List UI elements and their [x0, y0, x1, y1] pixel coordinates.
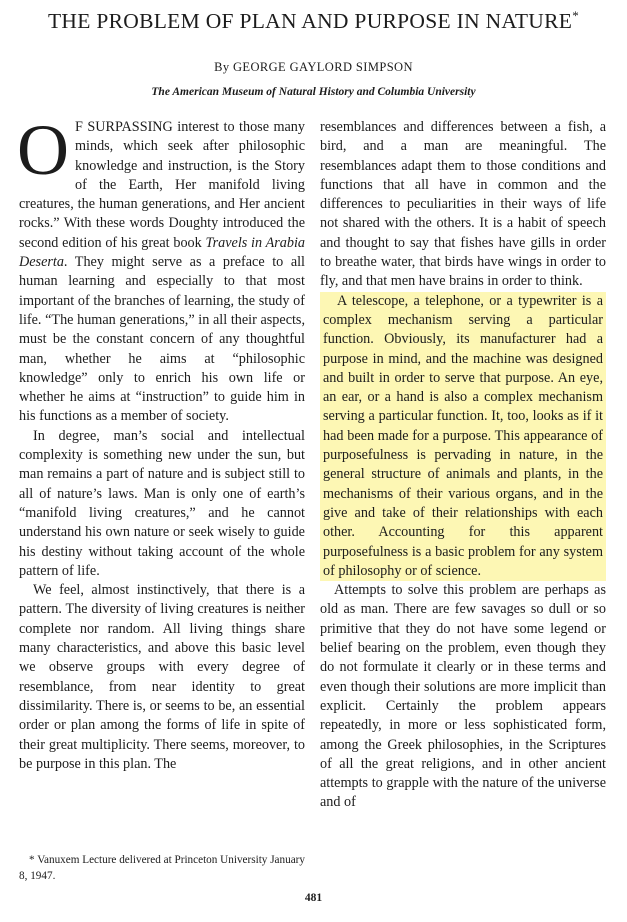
- author-line: By GEORGE GAYLORD SIMPSON: [214, 60, 413, 74]
- article-title: [0, 8, 627, 34]
- paragraph-attempts: Attempts to solve this problem are perhaps as old as man. There are few savages so dull or so primitive that they do not have some legend or belief bearing on the problem, even though they do not formulate it clearly or in these terms and even though their solutions are more implicit than explicit. Certainly the problem appears repeatedly, in more or less sophisticated form, among the Greek philosophies, in the Scriptures of all the great religions, and in other ancient attempts to grapple with the nature of the universe and of: [320, 582, 606, 811]
- paragraph-degree: In degree, man’s social and intellectual complexity is something new under the sun, but man remains a part of nature and is subject still to all of nature’s laws. Man is only one of earth’s “manifold living creatures,” and he cannot understand his own nature or seek wisely to guide his destiny without taking account of the whole pattern of life.: [19, 427, 305, 579]
- footnote-text: * Vanuxem Lecture delivered at Princeton University January 8, 1947.: [19, 854, 305, 882]
- page-number: 481: [304, 892, 323, 904]
- intro-text-a: F SURPASSING interest to those many minds, which seek after philosophic knowledge and instruction, is the Story of the Earth, Her manifold living creatures, the human generations, and Her ancient rocks.” With these words Doughty introduced the second edition of his great book: [19, 119, 305, 251]
- affiliation-line: The American Museum of Natural History and Columbia University: [151, 86, 476, 98]
- right-column: [320, 118, 606, 813]
- left-column: [17, 110, 305, 774]
- paragraph-highlighted-telescope: A telescope, a telephone, or a typewriter is a complex mechanism serving a particular function. Obviously, its manufacturer had a purpose in mind, and the machine was designed and built in order to serve that purpose. An eye, an ear, or a hand is also a complex mechanism serving a particular function. It, too, looks as if it had been made for a purpose. This appearance of purposefulness is pervading in nature, in the general structure of animals and plants, in the mechanisms of their various organs, and in the give and take of their relationships with each other. Accounting for this apparent purposefulness is a basic problem for any system of philosophy or of science.: [320, 292, 606, 581]
- paragraph-intro: [17, 110, 305, 427]
- paragraph-pattern: We feel, almost instinctively, that there is a pattern. The diversity of living creatures is neither complete nor random. All living things share many characteristics, and above this basic level we observe groups with every degree of resemblance, from near identity to great dissimilarity. There is, or seems to be, an essential order or plan among the forms of life in spite of their great multiplicity. There seems, moreover, to be purpose in this plan. The: [19, 582, 305, 772]
- book-title: Travels in Arabia Deserta: [19, 234, 305, 271]
- footnote: [19, 852, 305, 884]
- title-footnote-marker: *: [572, 8, 579, 23]
- drop-cap: O: [17, 110, 69, 190]
- title-text: THE PROBLEM OF PLAN AND PURPOSE IN NATURE: [48, 9, 573, 34]
- paragraph-resemblances: resemblances and differences between a fish, a bird, and a man are meaningful. The resemblances adapt them to those conditions and functions that all have in common and the differences to peculiarities in their ways of life not shared with the others. It is a habit of speech and thought to say that fishes have gills in order to breathe water, that birds have wings in order to fly, and that men have brains in order to think.: [320, 119, 606, 290]
- intro-text-b: . They might serve as a preface to all human learning and especially to that most important of the branches of learning, the study of life. “The human generations,” in all their aspects, must be the constant concern of any thoughtful man, whether he aims at “philosophic knowledge” only to enrich his own life or whether he aims at “instruction” to guide him in his functions as a member of society.: [19, 254, 305, 425]
